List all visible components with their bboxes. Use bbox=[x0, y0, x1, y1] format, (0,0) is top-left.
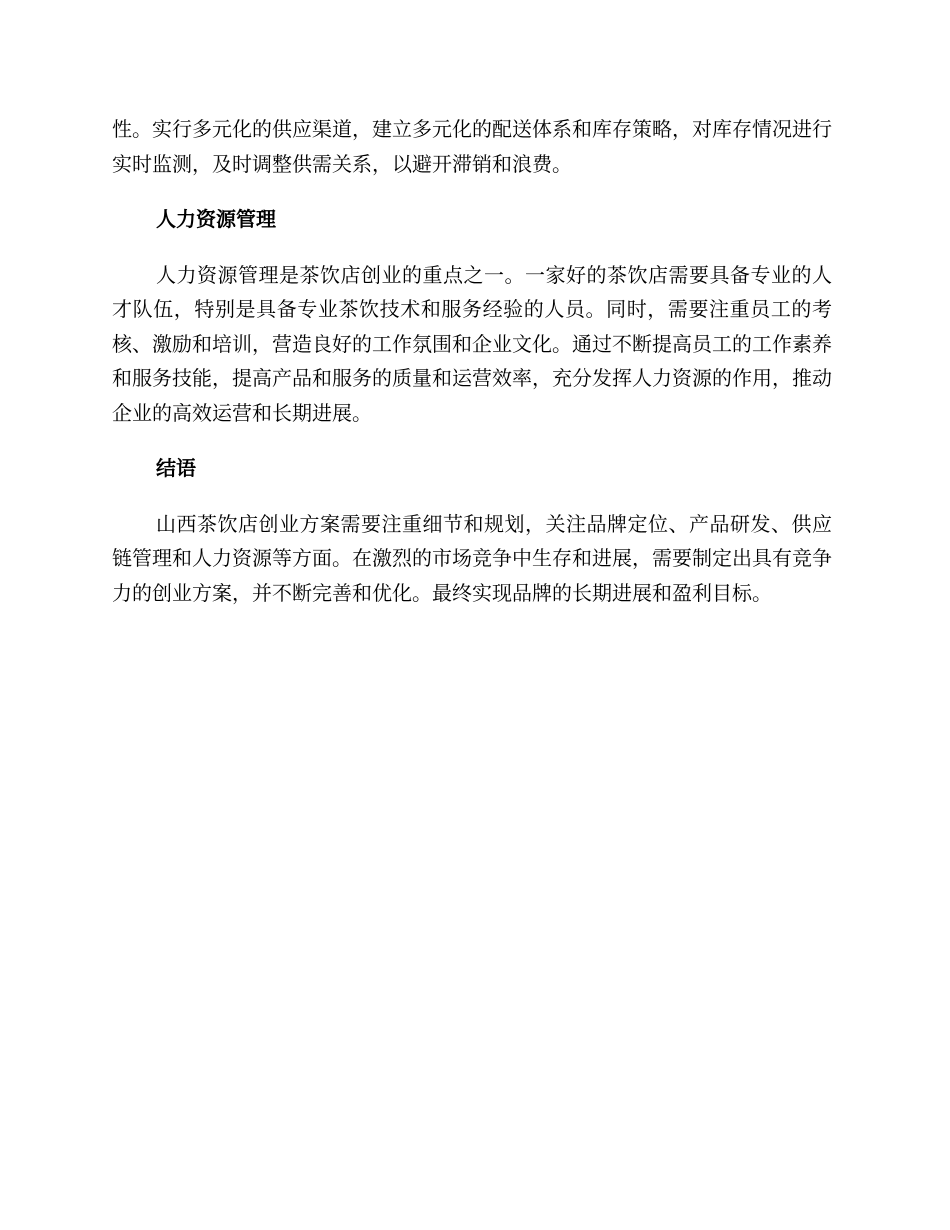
section-paragraph-hr: 人力资源管理是茶饮店创业的重点之一。一家好的茶饮店需要具备专业的人才队伍，特别是具备专业茶饮技术和服务经验的人员。同时，需要注重员工的考核、激励和培训，营造良好的工作氛围和企业文化。通过不断提高员工的工作素养和服务技能，提高产品和服务的质量和运营效率，充分发挥人力资源的作用，推动企业的高效运营和长期进展。 bbox=[112, 262, 832, 425]
intro-paragraph: 性。实行多元化的供应渠道，建立多元化的配送体系和库存策略，对库存情况进行实时监测，及时调整供需关系，以避开滞销和浪费。 bbox=[112, 117, 832, 176]
section-paragraph-conclusion: 山西茶饮店创业方案需要注重细节和规划，关注品牌定位、产品研发、供应链管理和人力资源等方面。在激烈的市场竞争中生存和进展，需要制定出具有竞争力的创业方案，并不断完善和优化。最终实现品牌的长期进展和盈利目标。 bbox=[112, 511, 832, 605]
section-heading-hr: 人力资源管理 bbox=[156, 207, 276, 231]
document-page bbox=[112, 112, 832, 610]
section-heading-conclusion: 结语 bbox=[156, 456, 196, 480]
